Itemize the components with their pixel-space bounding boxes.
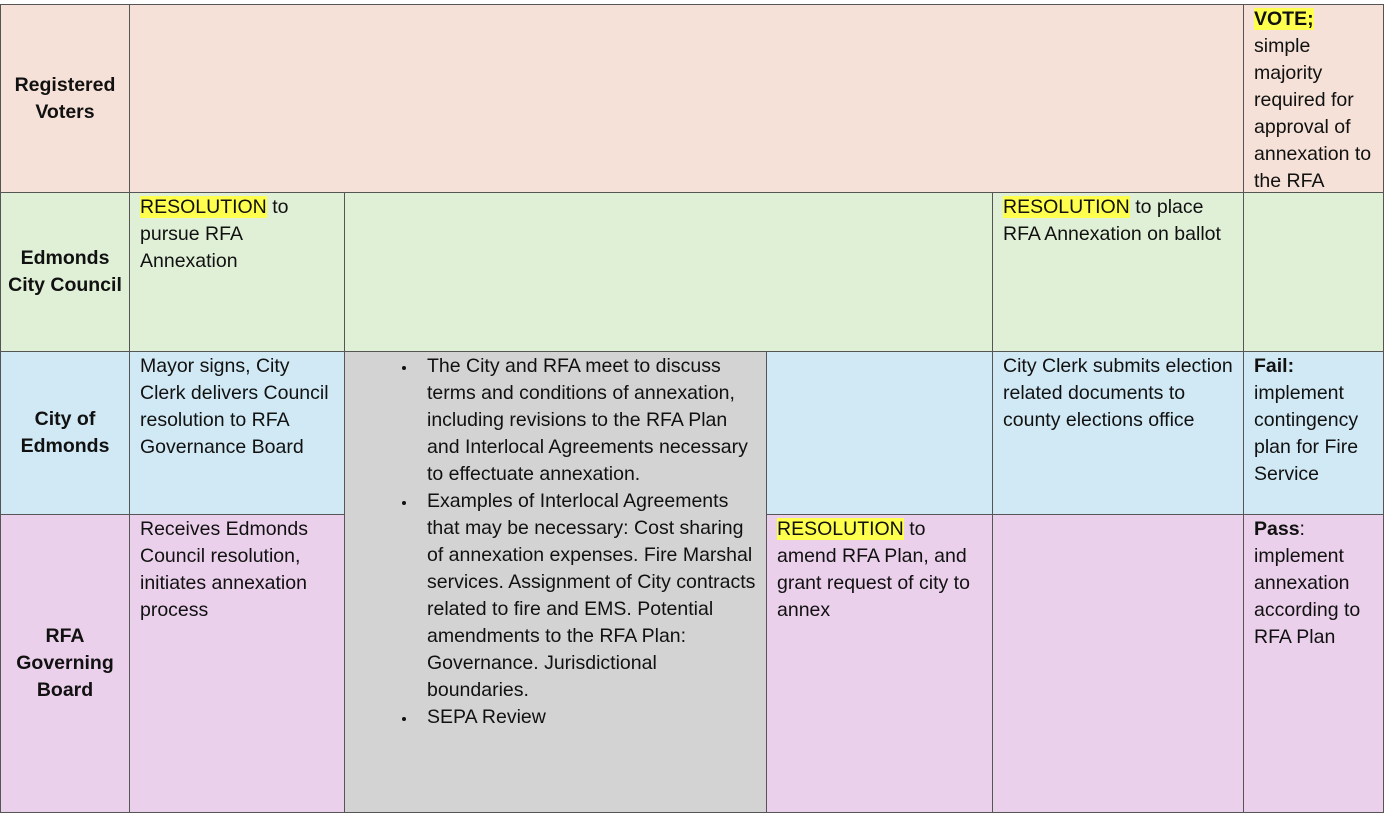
board-resolution-amend-cell (766, 514, 993, 813)
city-c4-text: City Clerk submits election related documents to county elections office (1003, 355, 1233, 431)
council-resolution-pursue-cell (129, 192, 345, 352)
fail-text: implement contingency plan for Fire Service (1254, 382, 1359, 485)
council-c1-text: to pursue RFA Annexation (140, 196, 289, 272)
row-header-registered-voters (0, 4, 130, 193)
resolution-keyword: RESOLUTION (140, 196, 267, 218)
council-resolution-ballot-cell (992, 192, 1244, 352)
city-clerk-submits-cell (992, 351, 1244, 515)
board-c3-text: to amend RFA Plan, and grant request of city to annex (777, 518, 970, 621)
board-pass-cell (1243, 514, 1384, 813)
row-header-label: Edmonds City Council (8, 247, 122, 296)
council-c4-text: to place RFA Annexation on ballot (1003, 196, 1221, 245)
resolution-keyword: RESOLUTION (1003, 196, 1130, 218)
pass-label: Pass (1254, 518, 1300, 540)
negotiation-bullet-list (345, 353, 756, 731)
row-header-rfa-governing-board (0, 514, 130, 813)
annexation-process-table (0, 4, 1384, 813)
board-receives-resolution-cell (129, 514, 345, 813)
bullet-item: • SEPA Review (417, 704, 756, 731)
resolution-keyword: RESOLUTION (777, 518, 904, 540)
negotiation-cell (344, 351, 767, 813)
voters-vote-cell (1243, 4, 1384, 193)
board-empty-cell (992, 514, 1244, 813)
city-c1-text: Mayor signs, City Clerk delivers Council resolution to RFA Governance Board (140, 355, 329, 458)
board-c1-text: Receives Edmonds Council resolution, initiates annexation process (140, 518, 308, 621)
council-empty-cell-last (1243, 192, 1384, 352)
council-empty-cell (344, 192, 993, 352)
city-mayor-signs-cell (129, 351, 345, 515)
row-header-edmonds-city-council (0, 192, 130, 352)
vote-text: simple majority required for approval of annexation to the RFA (1254, 35, 1372, 192)
fail-label: Fail: (1254, 355, 1295, 377)
pass-text: : implement annexation according to RFA Plan (1254, 518, 1361, 648)
row-header-city-of-edmonds (0, 351, 130, 515)
row-header-label: City of Edmonds (20, 408, 110, 457)
city-empty-cell (766, 351, 993, 515)
row-header-label: Registered Voters (14, 73, 116, 123)
row-header-label: RFA Governing Board (16, 625, 114, 701)
voters-empty-cell (129, 4, 1244, 193)
vote-label: VOTE; (1254, 8, 1314, 30)
city-fail-cell (1243, 351, 1384, 515)
bullet-item: • The City and RFA meet to discuss terms and conditions of annexation, including revisions to the RFA Plan and Interlocal Agreements necessary to effectuate annexation. (417, 353, 756, 488)
bullet-item: • Examples of Interlocal Agreements that may be necessary: Cost sharing of annexation expenses. Fire Marshal services. Assignment of City contracts related to fire and EMS. Potential amendments to the RFA Plan: Governance. Jurisdictional boundaries. (417, 488, 756, 704)
